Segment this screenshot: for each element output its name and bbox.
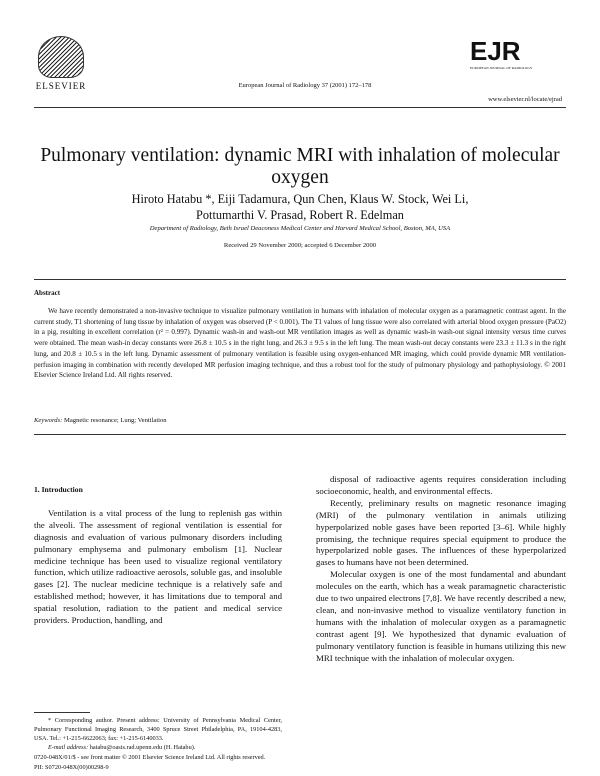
intro-paragraph-2: Recently, preliminary results on magnetic resonance imaging (MRI) of the pulmonary ventilation in animals utilizing hyperpolarized noble gases have been reported [3–6]. While highly promising, the technique requires special equipment to produce the hyperpolarized noble gases. The influences of these hyperpolarized gases to humans have not been determined. xyxy=(316,497,566,568)
section-heading-introduction: 1. Introduction xyxy=(34,485,83,494)
email-address[interactable]: hatabu@oasis.rad.upenn.edu (H. Hatabu). xyxy=(89,744,196,751)
authors-line-2: Pottumarthi V. Prasad, Robert R. Edelman xyxy=(196,208,404,222)
intro-paragraph-1: Ventilation is a vital process of the lung to replenish gas within the alveoli. The assessment of regional ventilation is essential for diagnosis and evaluation of various pulmonary disorders including pulmonary emphysema and pulmonary embolism [1]. Nuclear medicine technique has been used to visualize regional ventilatory function, which utilize radioactive aerosols, soluble gas, and insoluble gases [2]. The nuclear medicine technique is a relatively safe and established method; however, it has limitations due to temporal and spatial resolution, radiation to the patient and medical service providers. Production, handling, and xyxy=(34,507,282,626)
author-list xyxy=(34,191,566,223)
footnote-rule xyxy=(34,712,90,713)
abstract-top-divider xyxy=(34,279,566,280)
journal-url-link[interactable]: www.elsevier.nl/locate/ejrad xyxy=(488,96,562,103)
elsevier-tree-emblem xyxy=(38,36,84,78)
authors-line-1: Hiroto Hatabu *, Eiji Tadamura, Qun Chen, Klaus W. Stock, Wei Li, xyxy=(131,192,469,206)
pii-line: PII: S0720-048X(00)00298-9 xyxy=(34,764,109,771)
left-column xyxy=(34,484,282,627)
intro-paragraph-continued: disposal of radioactive agents requires consideration including socioeconomic, health, and environmental effects. xyxy=(316,474,566,496)
keywords-list: Magnetic resonance; Lung; Ventilation xyxy=(63,417,167,424)
abstract-heading: Abstract xyxy=(34,289,61,297)
right-column xyxy=(316,474,566,665)
affiliation: Department of Radiology, Beth Israel Deaconess Medical Center and Harvard Medical School, Boston, MA, USA xyxy=(149,225,451,232)
corresponding-author-note: * Corresponding author. Present address: University of Pennsylvania Medical Center, Pulmonary Functional Imaging Research, 3400 Spruce Street Philadelphia, PA, 19104-4283, USA. Tel.: +1-215-6622063; fax: +1-215-6140033. xyxy=(34,717,282,742)
abstract-bottom-divider xyxy=(34,434,566,435)
copyright-line: 0720-048X/01/$ - see front matter © 2001 Elsevier Science Ireland Ltd. All rights reserved. xyxy=(34,754,266,761)
received-dates: Received 29 November 2000; accepted 6 December 2000 xyxy=(223,242,377,249)
intro-paragraph-3: Molecular oxygen is one of the most fundamental and abundant molecules on the earth, which has a weak paramagnetic characteristic due to two unpaired electrons [7,8]. We have recently described a new, clean, and non-invasive method to visualize ventilatory function in humans with the inhalation of molecular oxygen as a paramagnetic contrast agent [9]. We hypothesized that dynamic evaluation of pulmonary ventilatory function is feasible in humans utilizing this new MRI technique with the inhalation of molecular oxygen. xyxy=(316,569,566,663)
footnote xyxy=(34,716,282,752)
ejr-logo-letters: EJR xyxy=(470,36,521,66)
journal-citation: European Journal of Radiology 37 (2001) 172–178 xyxy=(238,82,372,89)
elsevier-logo xyxy=(34,36,88,91)
elsevier-wordmark: ELSEVIER xyxy=(35,81,87,91)
ejr-logo xyxy=(470,38,558,78)
keywords-label: Keywords: xyxy=(34,417,63,424)
email-label: E-mail address: xyxy=(48,744,89,751)
keywords-line xyxy=(34,417,167,424)
header-divider xyxy=(34,107,566,108)
article-title: Pulmonary ventilation: dynamic MRI with inhalation of molecular oxygen xyxy=(40,145,560,188)
ejr-logo-subtitle: EUROPEAN JOURNAL OF RADIOLOGY xyxy=(470,66,533,70)
email-line xyxy=(34,743,282,752)
abstract-text: We have recently demonstrated a non-invasive technique to visualize pulmonary ventilation in humans with inhalation of molecular oxygen as a paramagnetic contrast agent. In the current study, T1 shortening of lung tissue by inhalation of oxygen was observed (P < 0.001). The T1 values of lung tissue were also correlated with arterial blood oxygen pressure (PaO2) in a pig, resulting in excellent correlation (r² = 0.997). Dynamic wash-in and wash-out MR ventilation images as well as dynamic wash-in wash-out signal intensity versus time curves were obtained. The mean wash-in decay constants were 26.8 ± 10.5 s in the right lung, and 26.3 ± 9.5 s in the left lung. The mean wash-out decay constants were 23.3 ± 11.3 s in the right lung, and 20.8 ± 10.5 s in the left lung. Dynamic assessment of pulmonary ventilation is feasible using oxygen-enhanced MR imaging, which could provide dynamic MR ventilation-perfusion imaging in combination with recently developed MR perfusion imaging technique, and thus a robust tool for the study of pulmonary physiology and pathophysiology. © 2001 Elsevier Science Ireland Ltd. All rights reserved. xyxy=(34,307,566,380)
